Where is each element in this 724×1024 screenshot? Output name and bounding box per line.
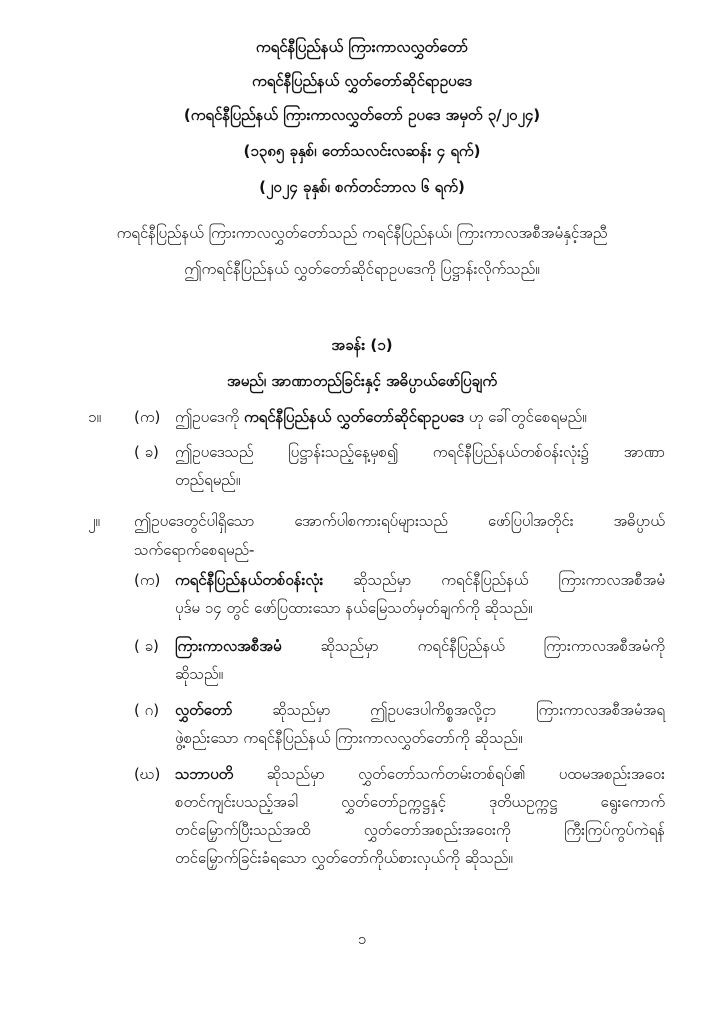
date-myanmar: (၁၃၈၅ ခုနှစ်၊ တော်သလင်းလဆန်း ၄ ရက်) bbox=[243, 142, 481, 160]
chapter-number: အခန်း (၁) bbox=[331, 336, 393, 354]
section-2a-line-2: ပုဒ်မ ၁၄ တွင် ဖော်ပြထားသော နယ်မြေသတ်မှတ်ချက်ကို ဆိုသည်။ bbox=[175, 599, 533, 617]
section-1-number: ၁။ bbox=[88, 408, 101, 426]
section-2b-label: ( ခ) bbox=[134, 637, 159, 655]
date-gregorian: (၂၀၂၄ ခုနှစ်၊ စက်တင်ဘာလ ၆ ရက်) bbox=[259, 178, 465, 196]
section-1a-text: ဤဥပဒေကို ကရင်နီပြည်နယ် လွှတ်တော်ဆိုင်ရာဥပဒေ ဟု ခေါ်တွင်စေရမည်။ bbox=[175, 408, 587, 426]
term-whole-state: ကရင်နီပြည်နယ်တစ်ဝန်းလုံး bbox=[175, 571, 324, 589]
section-2a-label: (က) bbox=[134, 571, 161, 589]
page-number: ၁ bbox=[357, 930, 367, 948]
section-2d-line-4: တင်မြှောက်ခြင်းခံရသော လွှတ်တော်ကိုယ်စားလှယ်ကို ဆိုသည်။ bbox=[175, 849, 513, 867]
section-2d-line-1: သဘာပတိ ဆိုသည်မှာ လွှတ်တော်သက်တမ်းတစ်ရပ်၏ ပထမအစည်းအဝေး bbox=[175, 765, 665, 783]
law-reference: (ကရင်နီပြည်နယ် ကြားကာလလွှတ်တော် ဥပဒေ အမှတ် ၃/၂၀၂၄) bbox=[183, 106, 541, 124]
section-2b-line-1: ကြားကာလအစီအမံ ဆိုသည်မှာ ကရင်နီပြည်နယ် ကြားကာလအစီအမံကို bbox=[175, 637, 665, 655]
title-law: ကရင်နီပြည်နယ် လွှတ်တော်ဆိုင်ရာဥပဒေ bbox=[252, 72, 472, 90]
section-2-intro-line-2: သက်ရောက်စေရမည်- bbox=[134, 541, 255, 559]
section-2a-line-1: ကရင်နီပြည်နယ်တစ်ဝန်းလုံး ဆိုသည်မှာ ကရင်နီပြည်နယ် ကြားကာလအစီအမံ bbox=[175, 571, 665, 589]
section-2d-label: (ဃ) bbox=[134, 765, 161, 783]
section-1b-label: ( ခ) bbox=[134, 443, 159, 461]
preamble-line-2: ဤကရင်နီပြည်နယ် လွှတ်တော်ဆိုင်ရာဥပဒေကို ပြဋ္ဌာန်းလိုက်သည်။ bbox=[184, 260, 540, 278]
section-2-intro-line-1: ဤဥပဒေတွင်ပါရှိသော အောက်ပါစကားရပ်များသည် ဖော်ပြပါအတိုင်း အဓိပ္ပာယ် bbox=[134, 512, 665, 530]
section-2d-line-2: စတင်ကျင်းပသည့်အခါ လွှတ်တော်ဥက္ကဋ္ဌနှင့် ဒုတိယဥက္ကဋ္ဌ ရွေးကောက် bbox=[175, 793, 665, 811]
section-2-number: ၂။ bbox=[88, 512, 100, 530]
section-2b-line-2: ဆိုသည်။ bbox=[175, 665, 224, 683]
section-2d-line-3: တင်မြှောက်ပြီးသည်အထိ လွှတ်တော်အစည်းအဝေးကို ကြီးကြပ်ကွပ်ကဲရန် bbox=[175, 821, 665, 839]
term-interim-arrangement: ကြားကာလအစီအမံ bbox=[175, 637, 282, 655]
law-name-bold: ကရင်နီပြည်နယ် လွှတ်တော်ဆိုင်ရာဥပဒေ bbox=[244, 408, 464, 426]
section-1b-line-2: တည်ရမည်။ bbox=[175, 471, 241, 489]
section-2c-label: ( ဂ) bbox=[134, 701, 160, 719]
title-parliament: ကရင်နီပြည်နယ် ကြားကာလလွှတ်တော် bbox=[255, 38, 469, 56]
term-parliament: လွှတ်တော် bbox=[175, 701, 233, 719]
section-1b-line-1: ဤဥပဒေသည် ပြဋ္ဌာန်းသည့်နေ့မှစ၍ ကရင်နီပြည်နယ်တစ်ဝန်းလုံး၌ အာဏာ bbox=[175, 443, 665, 461]
term-chairperson: သဘာပတိ bbox=[175, 765, 234, 783]
chapter-title: အမည်၊ အာဏာတည်ခြင်းနှင့် အဓိပ္ပာယ်ဖော်ပြချက် bbox=[226, 372, 498, 390]
preamble-line-1: ကရင်နီပြည်နယ် ကြားကာလလွှတ်တော်သည် ကရင်နီပြည်နယ်၊ ကြားကာလအစီအမံနှင့်အညီ bbox=[116, 224, 608, 242]
section-2c-line-2: ဖွဲ့စည်းသော ကရင်နီပြည်နယ် ကြားကာလလွှတ်တော်ကို ဆိုသည်။ bbox=[175, 729, 523, 747]
section-2c-line-1: လွှတ်တော် ဆိုသည်မှာ ဤဥပဒေပါကိစ္စအလို့ငှာ ကြားကာလအစီအမံအရ bbox=[175, 701, 665, 719]
section-1a-label: (က) bbox=[134, 408, 161, 426]
